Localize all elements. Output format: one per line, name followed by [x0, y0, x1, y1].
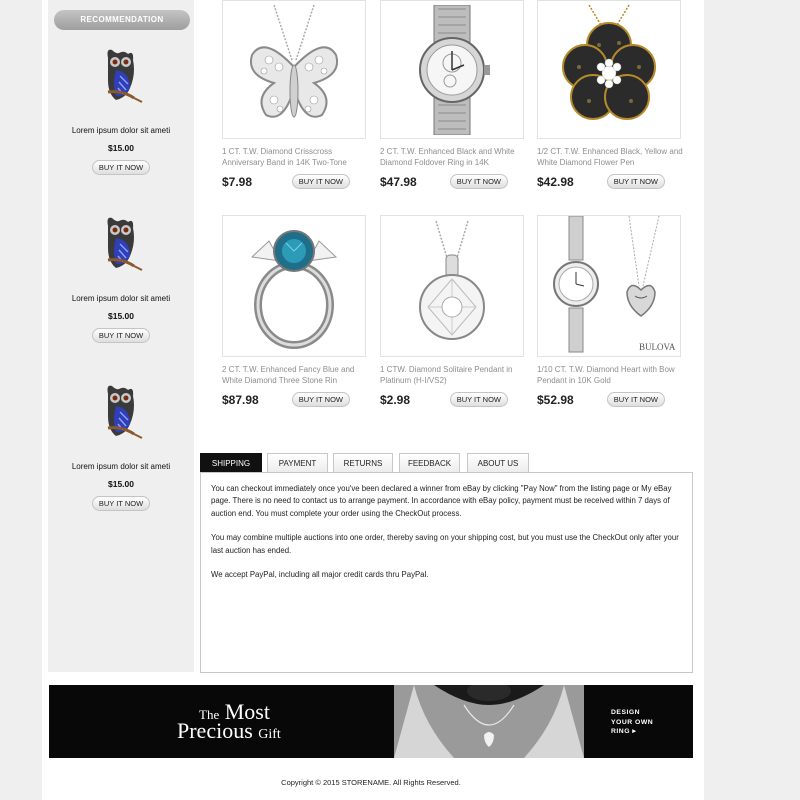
- product-card[interactable]: [222, 0, 368, 189]
- product-card[interactable]: [222, 215, 368, 407]
- product-image[interactable]: [380, 0, 524, 139]
- banner-headline-line2: Precious Gift: [177, 718, 281, 743]
- product-card[interactable]: [537, 215, 683, 407]
- product-price: $7.98: [222, 174, 253, 189]
- product-image[interactable]: [222, 0, 366, 139]
- footer-copyright: Copyright © 2015 STORENAME. All Rights Reserved.: [281, 778, 461, 787]
- tab-returns[interactable]: RETURNS: [333, 453, 393, 473]
- banner-headline-line1: The Most: [199, 699, 270, 724]
- recommendation-item-name: Lorem ipsum dolor sit ameti: [71, 126, 171, 135]
- buy-it-now-button[interactable]: BUY IT NOW: [92, 160, 150, 175]
- model-necklace-photo: [394, 685, 584, 758]
- product-card[interactable]: [537, 0, 683, 189]
- product-card[interactable]: [380, 215, 526, 407]
- svg-text:BULOVA: BULOVA: [639, 342, 676, 352]
- product-price: $47.98: [380, 174, 417, 189]
- product-price: $2.98: [380, 392, 411, 407]
- recommendation-item[interactable]: [48, 40, 194, 175]
- flower-pendant-image: [549, 5, 669, 135]
- recommendation-item-name: Lorem ipsum dolor sit ameti: [71, 294, 171, 303]
- shipping-paragraph: You can checkout immediately once you've been declared a winner from eBay by clicking "Pay Now" from the listing page or My eBay page. There is no need to contact us to arrange payment. In accordance with eBay policy, payment must be received within 7 days of auction end. You must complete your order using the CheckOut process.: [211, 484, 672, 518]
- product-title[interactable]: 1/2 CT. T.W. Enhanced Black, Yellow and White Diamond Flower Pen: [537, 147, 683, 167]
- tab-about-us[interactable]: ABOUT US: [467, 453, 529, 473]
- recommendation-item-price: $15.00: [108, 311, 134, 321]
- product-title[interactable]: 2 CT. T.W. Enhanced Fancy Blue and White Diamond Three Stone Rin: [222, 365, 355, 385]
- product-image[interactable]: [222, 215, 366, 357]
- owl-pin-image: [86, 208, 156, 282]
- tab-shipping[interactable]: SHIPPING: [200, 453, 262, 473]
- buy-it-now-button[interactable]: BUY IT NOW: [92, 496, 150, 511]
- product-title[interactable]: 1 CT. T.W. Diamond Crisscross Anniversary Band in 14K Two-Tone: [222, 147, 347, 167]
- buy-it-now-button[interactable]: BUY IT NOW: [607, 174, 665, 189]
- tab-payment[interactable]: PAYMENT: [267, 453, 328, 473]
- recommendation-item-name: Lorem ipsum dolor sit ameti: [71, 462, 171, 471]
- owl-pin-image: [86, 40, 156, 114]
- watch-and-heart-image: [539, 216, 679, 356]
- solitaire-pendant-image: [392, 221, 512, 351]
- buy-it-now-button[interactable]: BUY IT NOW: [292, 392, 350, 407]
- tab-feedback[interactable]: FEEDBACK: [399, 453, 460, 473]
- buy-it-now-button[interactable]: BUY IT NOW: [450, 174, 508, 189]
- shipping-tab-panel: [200, 472, 693, 673]
- recommendation-item-price: $15.00: [108, 479, 134, 489]
- recommendation-heading: RECOMMENDATION: [54, 10, 190, 30]
- watch-image: [392, 5, 512, 135]
- owl-pin-image: [86, 376, 156, 450]
- product-image[interactable]: [380, 215, 524, 357]
- buy-it-now-button[interactable]: BUY IT NOW: [292, 174, 350, 189]
- product-image[interactable]: [537, 0, 681, 139]
- buy-it-now-button[interactable]: BUY IT NOW: [450, 392, 508, 407]
- recommendation-item[interactable]: [48, 208, 194, 343]
- buy-it-now-button[interactable]: BUY IT NOW: [92, 328, 150, 343]
- shipping-paragraph: We accept PayPal, including all major credit cards thru PayPal.: [211, 570, 429, 580]
- recommendation-item-price: $15.00: [108, 143, 134, 153]
- product-title[interactable]: 2 CT. T.W. Enhanced Black and White Diamond Foldover Ring in 14K: [380, 147, 515, 167]
- product-price: $42.98: [537, 174, 574, 189]
- product-price: $87.98: [222, 392, 259, 407]
- recommendation-item[interactable]: [48, 376, 194, 511]
- design-your-own-ring-link[interactable]: DESIGN YOUR OWN RING ▸: [611, 709, 654, 735]
- shipping-paragraph: You may combine multiple auctions into one order, thereby saving on your shipping cost, but you must use the CheckOut only after your last auction has ended.: [211, 533, 679, 555]
- product-title[interactable]: 1/10 CT. T.W. Diamond Heart with Bow Pendant in 10K Gold: [537, 365, 675, 385]
- blue-ring-image: [234, 221, 354, 351]
- product-price: $52.98: [537, 392, 574, 407]
- buy-it-now-button[interactable]: BUY IT NOW: [607, 392, 665, 407]
- product-card[interactable]: [380, 0, 526, 189]
- promo-banner[interactable]: [49, 685, 693, 758]
- butterfly-pendant-image: [234, 5, 354, 135]
- product-title[interactable]: 1 CTW. Diamond Solitaire Pendant in Platinum (H-I/VS2): [380, 365, 513, 385]
- product-image[interactable]: [537, 215, 681, 357]
